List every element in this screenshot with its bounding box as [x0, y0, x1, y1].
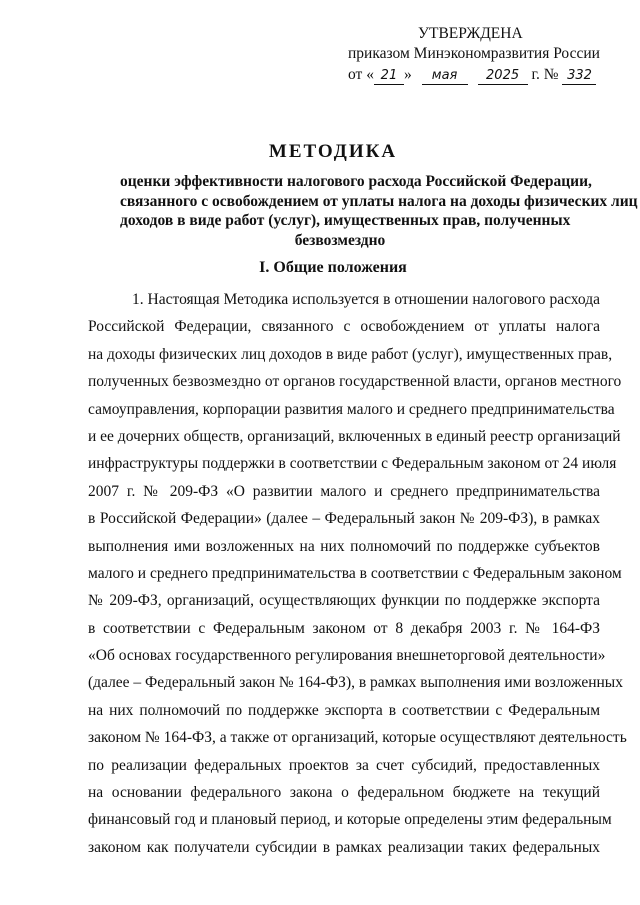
paragraph-line: «Об основах государственного регулирования внешнеторговой деятельности» [88, 647, 606, 665]
paragraph-line: законом № 164-ФЗ, а также от организаций, которые осуществляют деятельность [88, 729, 627, 747]
document-title: МЕТОДИКА [268, 141, 398, 162]
paragraph-line: самоуправления, корпорации развития малого и среднего предпринимательства [88, 400, 615, 418]
paragraph-line: по реализации федеральных проектов за счет субсидий, предоставленных [88, 756, 600, 774]
subtitle-line: безвозмездно [294, 231, 386, 249]
handwritten-year: 2025 [478, 68, 528, 85]
paragraph-line: 2007 г. № 209-ФЗ «О развитии малого и среднего предпринимательства [88, 482, 600, 500]
date-prefix: от « [348, 66, 374, 83]
paragraph-1 [88, 286, 627, 861]
document-subtitle [120, 172, 638, 250]
approval-status: УТВЕРЖДЕНА [418, 25, 523, 42]
paragraph-line: № 209-ФЗ, организаций, осуществляющих функции по поддержке экспорта [88, 592, 600, 610]
subtitle-line: доходов в виде работ (услуг), имущественных прав, полученных [120, 212, 571, 229]
paragraph-line: в соответствии с Федеральным законом от 8 декабря 2003 г. № 164-ФЗ [88, 619, 600, 637]
paragraph-line: законом как получатели субсидии в рамках реализации таких федеральных [88, 838, 600, 856]
paragraph-line: на них полномочий по поддержке экспорта в соответствии с Федеральным [88, 701, 600, 719]
paragraph-line: в Российской Федерации» (далее – Федеральный закон № 209-ФЗ), в рамках [88, 510, 600, 528]
approval-order-line: приказом Минэкономразвития России [348, 45, 600, 62]
handwritten-order-number: 332 [562, 68, 596, 85]
subtitle-line: связанного с освобождением от уплаты налога на доходы физических лиц [120, 192, 638, 210]
paragraph-line: малого и среднего предпринимательства в соответствии с Федеральным законом [88, 564, 622, 582]
date-day-close: » [403, 66, 412, 83]
paragraph-line: выполнения ими возложенных на них полномочий по поддержке субъектов [88, 537, 600, 555]
handwritten-month: мая [422, 68, 468, 85]
paragraph-line: (далее – Федеральный закон № 164-ФЗ), в рамках выполнения ими возложенных [88, 674, 623, 692]
approval-date-line [348, 65, 596, 85]
paragraph-line: и ее дочерних обществ, организаций, включенных в единый реестр организаций [88, 427, 621, 445]
subtitle-line: оценки эффективности налогового расхода Российской Федерации, [120, 173, 592, 190]
handwritten-day: 21 [374, 68, 404, 85]
paragraph-line: финансовый год и плановый период, и которые определены этим федеральным [88, 811, 612, 829]
paragraph-line: полученных безвозмездно от органов государственной власти, органов местного [88, 373, 622, 391]
paragraph-line: на доходы физических лиц доходов в виде работ (услуг), имущественных прав, [88, 345, 613, 363]
order-number-prefix: г. № [531, 66, 559, 83]
paragraph-line: на основании федерального закона о федеральном бюджете на текущий [88, 784, 600, 802]
paragraph-line: Российской Федерации, связанного с освобождением от уплаты налога [88, 318, 600, 336]
paragraph-line: инфраструктуры поддержки в соответствии с Федеральным законом от 24 июля [88, 455, 617, 473]
section-heading: I. Общие положения [259, 259, 407, 276]
paragraph-line: 1. Настоящая Методика используется в отношении налогового расхода [132, 291, 600, 308]
